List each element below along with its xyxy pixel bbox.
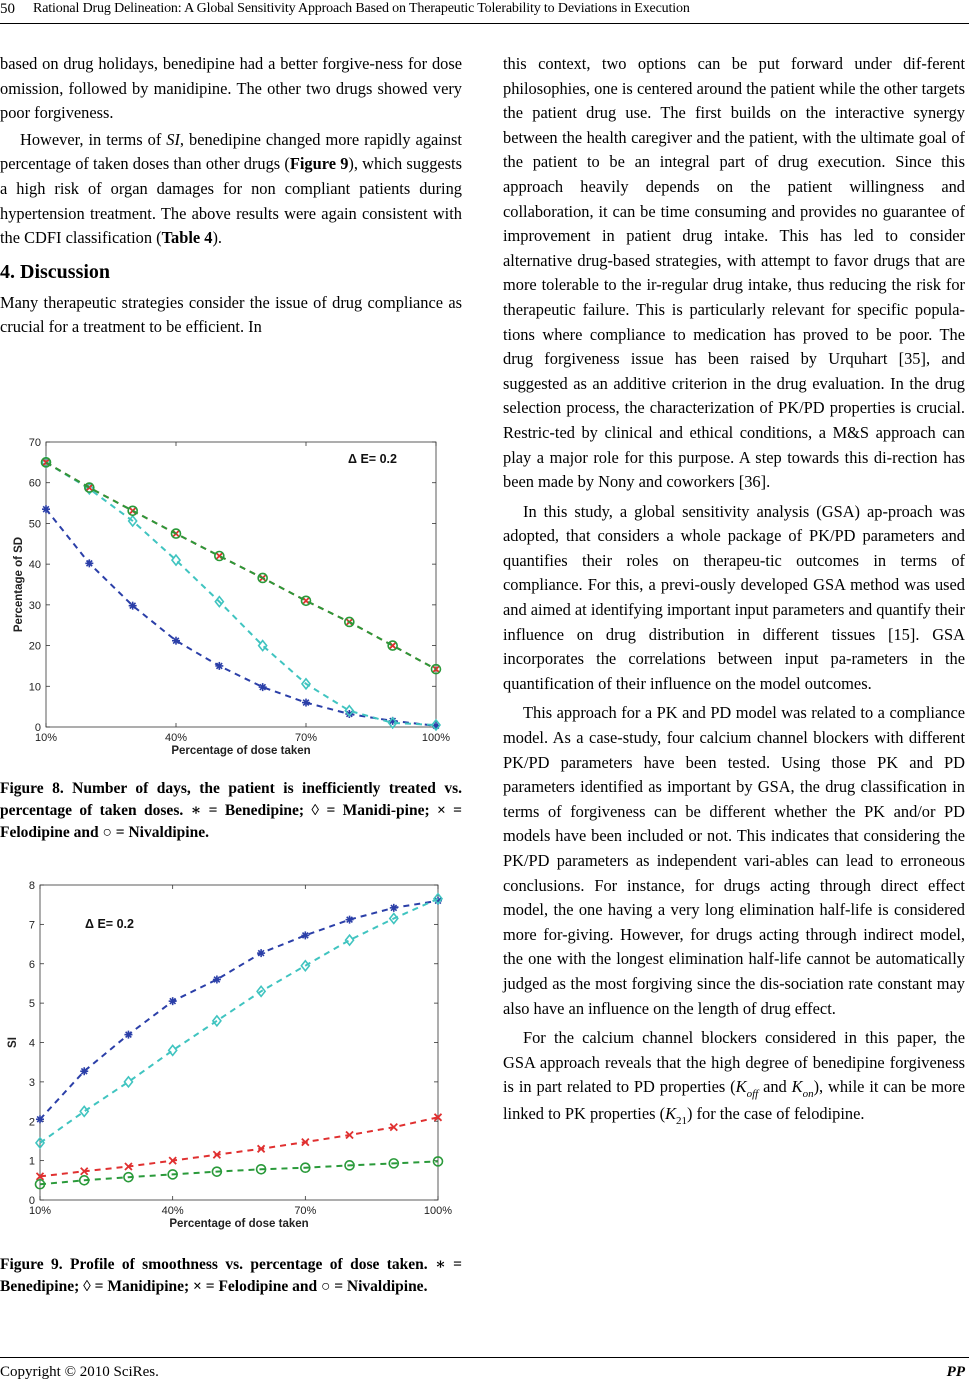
data-point	[169, 997, 177, 1005]
paragraph: this context, two options can be put forward under dif-ferent philosophies, one is centered around the patient while the other targets the patient drug use. The first builds on the interactive synergy between the health caregiver and the patient, with the ultimate goal of the patient to be an integral part of drug execution. Since this approach heavily depends on the patient willingness and collaboration, it can be time consuming and provides no guarantee of improvement in patient drug intake. This has led to consider alternative drug-based strategies, with attempt to favor drugs that are more tolerable to the ir-regular drug intake, thus reducing the risk for therapeutic failure. This is particularly relevant for specific popula-tions where compliance to medication has proved to be poor. The drug forgiveness issue has been raised by Urquhart [35], and suggested as an additive criterion in the drug evaluation. In the drug selection process, the characterization of PK/PD properties is crucial. Restric-ted by clinical and ethical conditions, a M&S approach can play a major role for this purpose. A step towards this di-rection has been made by Nony and coworkers [36].	[503, 54, 965, 492]
x-tick-label: 10%	[28, 1205, 52, 1217]
section-heading: 4. Discussion	[0, 260, 111, 283]
symbol: K	[665, 1103, 676, 1123]
paragraph	[503, 1026, 965, 1128]
y-tick-label: 70	[28, 437, 41, 449]
y-tick-label: 50	[28, 518, 41, 531]
data-point	[302, 699, 310, 707]
subscript: off	[746, 1088, 759, 1101]
copyright: Copyright © 2010 SciRes.	[0, 1364, 159, 1380]
subscript: 21	[676, 1114, 687, 1127]
y-tick-label: 10	[28, 681, 41, 694]
data-point	[172, 637, 180, 645]
paragraph	[0, 128, 462, 251]
data-point	[80, 1067, 88, 1075]
text: , benedipine changed more rapidly against percentage of taken doses than other drugs (	[0, 129, 462, 174]
y-tick-label: 6	[28, 958, 35, 971]
data-point	[259, 683, 267, 691]
text: For the calcium channel blockers considered in this paper, the GSA approach reveals that the high degree of benedipine forgiveness is in part related to PD properties (	[503, 1028, 965, 1097]
text: However, in terms of	[20, 129, 167, 149]
page-number: 50	[0, 1, 15, 17]
y-tick-label: 1	[28, 1155, 35, 1168]
table-ref[interactable]: Table 4	[161, 228, 213, 248]
data-point	[301, 931, 309, 939]
y-tick-label: 8	[28, 880, 35, 892]
x-tick-label: 40%	[164, 732, 188, 744]
header-rule	[0, 23, 969, 24]
y-axis-label: SI	[7, 1037, 19, 1048]
data-point	[257, 949, 265, 957]
text: and	[758, 1077, 792, 1097]
x-tick-label: 70%	[294, 1205, 317, 1217]
plot-frame	[46, 442, 436, 727]
data-point	[213, 976, 221, 984]
data-point	[85, 559, 93, 567]
x-axis-label: Percentage of dose taken	[169, 1218, 309, 1230]
figure-9	[0, 872, 462, 1237]
y-tick-label: 5	[28, 998, 35, 1011]
y-axis-label: Percentage of SD	[13, 536, 25, 633]
data-point	[124, 1031, 132, 1039]
paragraph: In this study, a global sensitivity analysis (GSA) ap-proach was adopted, that considers a whole package of PK/PD parameters and quantifies their roles on therapeu-tic outcomes in terms of compliance. For this, a previ-ously developed GSA method was used and aimed at identifying important input parameters and quantify their influence on drug distribution in different tissues [15]. GSA incorporates the correlations between input pa-rameters in the quantification of their influence on the model outcomes.	[503, 501, 965, 693]
running-title: Rational Drug Delineation: A Global Sensitivity Approach Based on Therapeutic Tolerability to Deviations in Execution	[33, 1, 690, 16]
y-tick-label: 3	[28, 1076, 35, 1089]
paragraph: This approach for a PK and PD model was related to a compliance model. As a case-study, four calcium channel blockers with different PK/PD parameters have been tested. Using those PK and PD parameters identified as important by GSA, the drug classification in terms of forgiveness can be different whether the PK and/or PD models have been included or not. This indicates that considering the PK/PD parameters as independent vari-ables can lead to erroneous conclusions. For instance, for drugs acting through direct effect model, the one having a very long elimination half-life is considered more for-giving. However, for drugs acting through indirect model, the one with the longest elimination half-life cannot be automatically judged as the most forgiving since the dis-sociation rate constant may also have an influence on the length of drug effect.	[503, 703, 965, 1018]
x-tick-label: 10%	[34, 732, 58, 744]
text: ).	[212, 228, 223, 248]
y-tick-label: 2	[28, 1116, 35, 1129]
figure-ref[interactable]: Figure 9	[289, 154, 349, 174]
paragraph: based on drug holidays, benedipine had a better forgive-ness for dose omission, followed by manidipine. The other two drugs showed very poor forgiveness.	[0, 54, 462, 123]
x-tick-label: 100%	[421, 732, 451, 744]
data-point	[42, 505, 50, 513]
data-point	[215, 662, 223, 670]
symbol: K	[791, 1077, 803, 1097]
y-tick-label: 0	[28, 1195, 35, 1207]
figure-8	[0, 432, 462, 767]
y-tick-label: 7	[28, 919, 35, 932]
figure-8-caption: Figure 8. Number of days, the patient is inefficiently treated vs. percentage of taken doses. ∗ = Benedipine; ◊ = Manidi-pine; × = Felodipine and ○ = Nivaldipine.	[0, 780, 462, 841]
y-tick-label: 0	[34, 722, 41, 734]
y-tick-label: 4	[28, 1037, 35, 1050]
data-point	[346, 916, 354, 924]
x-tick-label: 70%	[294, 732, 318, 744]
data-point	[129, 602, 137, 610]
journal-abbrev: PP	[946, 1364, 965, 1380]
chart-annotation: Δ E= 0.2	[85, 917, 134, 931]
y-tick-label: 30	[28, 599, 41, 612]
text: ), while it can be more linked to PK properties (	[503, 1077, 965, 1123]
x-tick-label: 40%	[161, 1205, 184, 1217]
figure-8-chart	[0, 432, 462, 762]
subscript: on	[802, 1088, 814, 1101]
paragraph: Many therapeutic strategies consider the issue of drug compliance as crucial for a treatment to be efficient. In	[0, 292, 462, 337]
figure-9-chart	[0, 872, 462, 1232]
left-column-top	[0, 52, 462, 340]
x-tick-label: 100%	[423, 1205, 453, 1217]
data-point	[390, 904, 398, 912]
text: SI	[166, 129, 180, 149]
right-column	[503, 52, 965, 1129]
text: ) for the case of felodipine.	[687, 1103, 865, 1123]
data-point	[36, 1115, 44, 1123]
figure-9-caption: Figure 9. Profile of smoothness vs. percentage of dose taken. ∗ = Benedipine; ◊ = Manidipine; × = Felodipine and ○ = Nivaldipine.	[0, 1256, 462, 1295]
symbol: K	[735, 1077, 747, 1097]
y-tick-label: 60	[28, 477, 41, 490]
x-axis-label: Percentage of dose taken	[171, 745, 311, 757]
footer-rule	[0, 1357, 969, 1358]
text: ), which suggests a high risk of organ damages for non compliant patients during hypertension treatment. The above results were again consistent with the CDFI classification (	[0, 154, 462, 248]
y-tick-label: 20	[28, 640, 41, 653]
chart-annotation: Δ E= 0.2	[348, 452, 397, 466]
y-tick-label: 40	[28, 559, 41, 572]
